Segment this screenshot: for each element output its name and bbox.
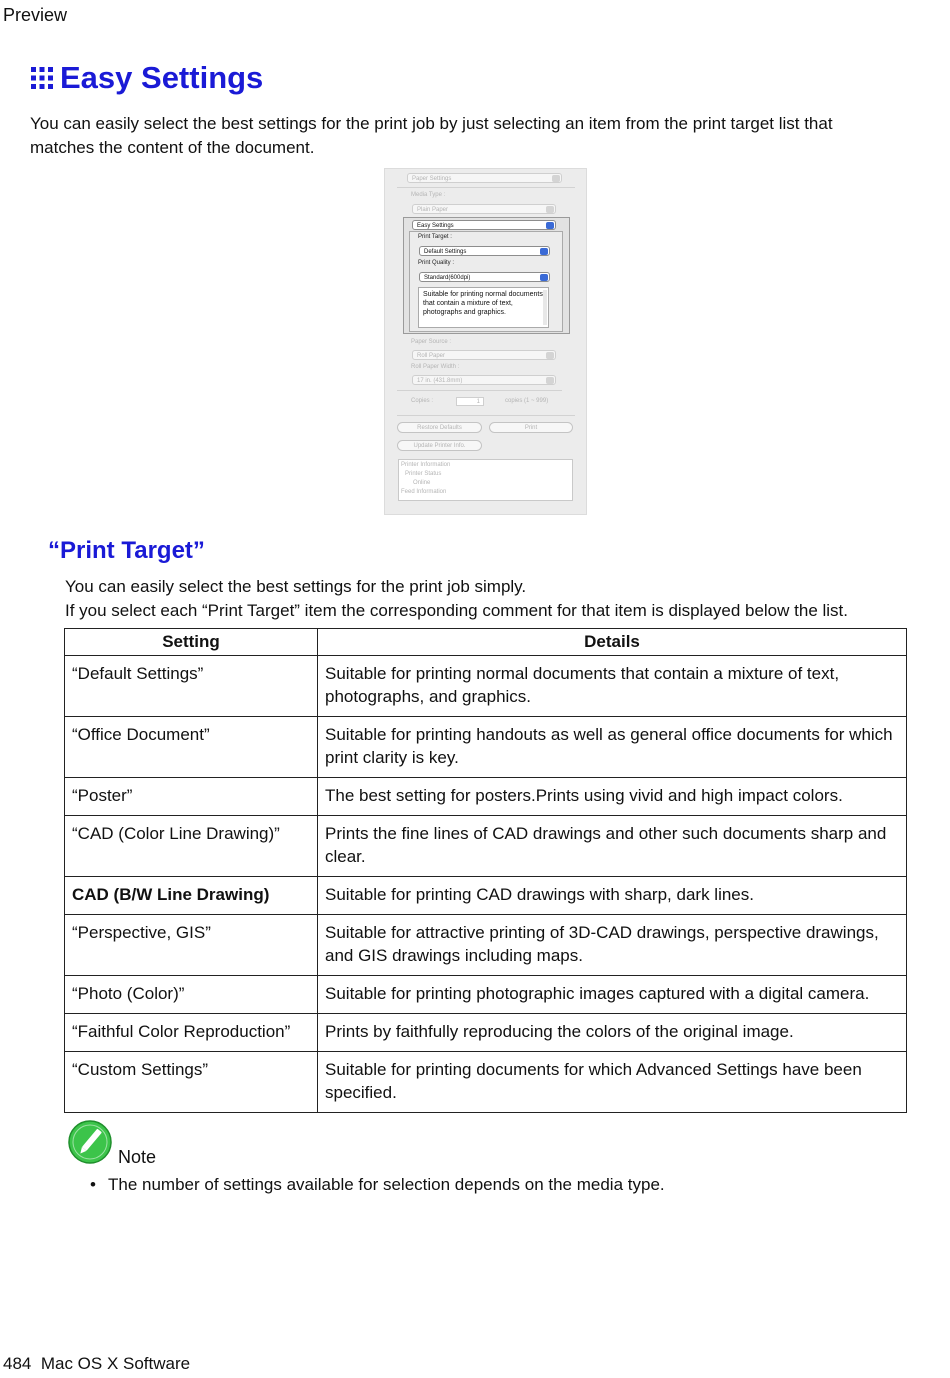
paper-source-value: Roll Paper: [417, 353, 446, 359]
chevron-down-icon: [546, 377, 554, 384]
note-list-item: [90, 1175, 665, 1195]
setting-cell: CAD (B/W Line Drawing): [65, 877, 318, 915]
print-button: Print: [489, 422, 573, 433]
divider: [397, 187, 575, 188]
details-cell: Suitable for attractive printing of 3D-CAD drawings, perspective drawings, and GIS drawings including maps.: [318, 915, 907, 976]
details-column-header: Details: [318, 629, 907, 656]
table-row: [65, 915, 907, 976]
media-type-label: Media Type :: [411, 192, 446, 198]
details-cell: Suitable for printing CAD drawings with sharp, dark lines.: [318, 877, 907, 915]
info-line: Feed Information: [401, 489, 447, 495]
page-number: 484: [3, 1354, 32, 1373]
details-cell: Suitable for printing normal documents that contain a mixture of text, photographs, and graphics.: [318, 656, 907, 717]
setting-cell: “Custom Settings”: [65, 1052, 318, 1113]
page-title: Easy Settings: [60, 60, 264, 95]
paper-settings-label: Paper Settings: [412, 176, 452, 182]
table-row: [65, 1014, 907, 1052]
table-header-row: [65, 629, 907, 656]
setting-cell: “Photo (Color)”: [65, 976, 318, 1014]
print-target-para-2: If you select each “Print Target” item the corresponding comment for that item is displayed below the list.: [65, 601, 848, 620]
description-text: Suitable for printing normal documents that contain a mixture of text, photographs and graphics.: [423, 291, 543, 316]
note-text: The number of settings available for selection depends on the media type.: [108, 1175, 665, 1194]
restore-defaults-button: Restore Defaults: [397, 422, 482, 433]
footer-text: Mac OS X Software: [40, 1354, 191, 1373]
preview-label: Preview: [3, 5, 68, 25]
print-target-value: Default Settings: [424, 249, 467, 255]
details-cell: Prints the fine lines of CAD drawings and other such documents sharp and clear.: [318, 816, 907, 877]
chevron-down-icon: [552, 175, 560, 182]
grid-icon: [30, 66, 54, 90]
table-row: [65, 778, 907, 816]
media-type-popup: [412, 204, 556, 214]
paper-source-popup: [412, 350, 556, 360]
table-row: [65, 976, 907, 1014]
media-type-value: Plain Paper: [417, 207, 449, 213]
setting-cell: “Perspective, GIS”: [65, 915, 318, 976]
info-line: Printer Status: [405, 471, 442, 477]
setting-cell: “Office Document”: [65, 717, 318, 778]
print-quality-value: Standard(600dpi): [424, 275, 471, 281]
print-quality-popup: [419, 272, 550, 282]
info-line: Printer Information: [401, 462, 451, 468]
details-cell: Prints by faithfully reproducing the colors of the original image.: [318, 1014, 907, 1052]
paper-settings-popup: [407, 173, 562, 183]
section-heading: [30, 60, 263, 96]
setting-cell: “Default Settings”: [65, 656, 318, 717]
details-cell: Suitable for printing photographic images captured with a digital camera.: [318, 976, 907, 1014]
description-box: [418, 287, 549, 328]
print-target-popup: [419, 246, 550, 256]
chevron-down-icon: [540, 248, 548, 255]
divider: [397, 415, 575, 416]
bullet-icon: •: [90, 1175, 96, 1194]
roll-width-popup: [412, 375, 556, 385]
table-row: [65, 717, 907, 778]
setting-cell: “Faithful Color Reproduction”: [65, 1014, 318, 1052]
chevron-down-icon: [546, 352, 554, 359]
print-target-label: Print Target :: [418, 234, 452, 240]
chevron-down-icon: [540, 274, 548, 281]
table-row: [65, 656, 907, 717]
print-target-table: [64, 628, 907, 1113]
setting-cell: “Poster”: [65, 778, 318, 816]
pencil-note-icon: [68, 1120, 112, 1164]
details-cell: The best setting for posters.Prints using vivid and high impact colors.: [318, 778, 907, 816]
chevron-down-icon: [546, 206, 554, 213]
print-target-para-1: You can easily select the best settings for the print job simply.: [65, 577, 527, 596]
copies-field: 1: [456, 397, 484, 406]
update-printer-info-button: Update Printer Info.: [397, 440, 482, 451]
table-row: [65, 816, 907, 877]
info-line: Online: [413, 480, 431, 486]
table-row: [65, 877, 907, 915]
roll-width-label: Roll Paper Width :: [411, 364, 460, 370]
note-label: Note: [118, 1147, 157, 1167]
mode-popup: [412, 220, 556, 230]
print-target-heading: “Print Target”: [48, 537, 205, 564]
page-footer: [3, 1354, 190, 1374]
mode-value: Easy Settings: [417, 223, 454, 229]
copies-range: copies (1 ~ 999): [505, 398, 549, 404]
paper-source-label: Paper Source :: [411, 339, 452, 345]
divider: [397, 390, 562, 391]
details-cell: Suitable for printing handouts as well as general office documents for which print clarity is key.: [318, 717, 907, 778]
table-row: [65, 1052, 907, 1113]
details-cell: Suitable for printing documents for which Advanced Settings have been specified.: [318, 1052, 907, 1113]
roll-width-value: 17 in. (431.8mm): [417, 378, 463, 384]
setting-cell: “CAD (Color Line Drawing)”: [65, 816, 318, 877]
printer-info-box: [398, 459, 573, 501]
scrollbar: [543, 290, 547, 325]
setting-column-header: Setting: [65, 629, 318, 656]
copies-label: Copies :: [411, 398, 434, 404]
print-quality-label: Print Quality :: [418, 260, 455, 266]
intro-paragraph: You can easily select the best settings for the print job by just selecting an item from the print target list that matches the content of the document.: [30, 114, 833, 157]
chevron-down-icon: [546, 222, 554, 229]
